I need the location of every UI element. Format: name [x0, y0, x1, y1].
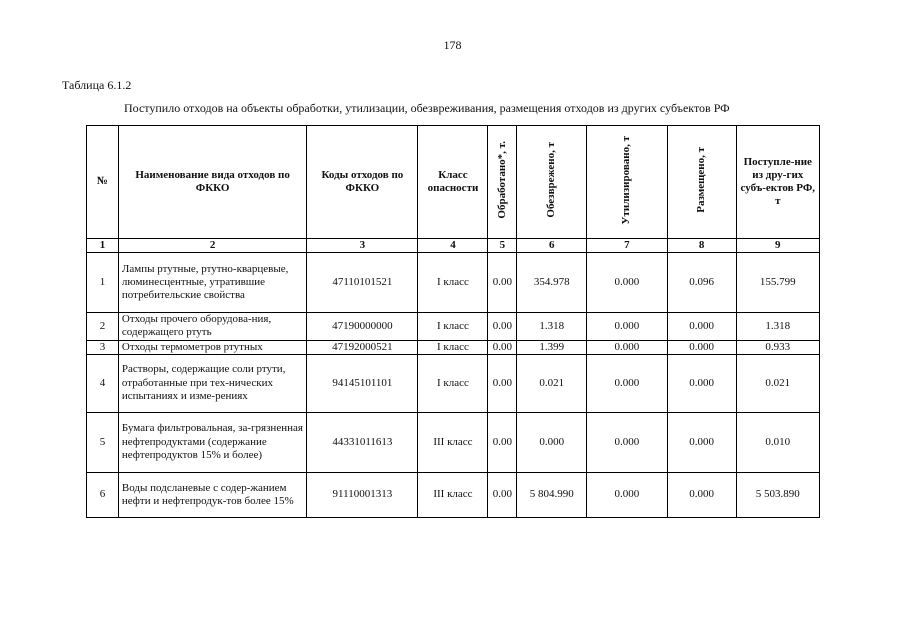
cell-name: Воды подсланевые с содер-жанием нефти и нефтепродук-тов более 15% — [118, 472, 306, 517]
cell-code: 44331011613 — [307, 412, 418, 472]
column-number-row — [87, 239, 820, 253]
cell-placed: 0.000 — [667, 340, 736, 354]
cell-utilized: 0.000 — [587, 253, 667, 313]
table-label: Таблица 6.1.2 — [62, 78, 132, 92]
cell-received: 5 503.890 — [736, 472, 819, 517]
cell-processed: 0.00 — [488, 354, 517, 412]
cell-name: Растворы, содержащие соли ртути, отработанные при тех-нических испытаниях и изме-рениях — [118, 354, 306, 412]
cell-utilized: 0.000 — [587, 313, 667, 340]
header-class: Класс опасности — [418, 126, 488, 239]
cell-neutralized: 354.978 — [517, 253, 587, 313]
cell-placed: 0.000 — [667, 354, 736, 412]
header-num: № — [87, 126, 119, 239]
cell-processed: 0.00 — [488, 340, 517, 354]
header-placed-label: Размещено, т — [694, 147, 707, 213]
cell-received: 0.021 — [736, 354, 819, 412]
cell-class: III класс — [418, 412, 488, 472]
cell-placed: 0.000 — [667, 412, 736, 472]
column-number: 2 — [118, 239, 306, 253]
column-number: 6 — [517, 239, 587, 253]
cell-received: 155.799 — [736, 253, 819, 313]
cell-class: I класс — [418, 313, 488, 340]
cell-name: Отходы прочего оборудова-ния, содержащего ртуть — [118, 313, 306, 340]
column-number: 5 — [488, 239, 517, 253]
cell-neutralized: 5 804.990 — [517, 472, 587, 517]
cell-placed: 0.096 — [667, 253, 736, 313]
cell-received: 1.318 — [736, 313, 819, 340]
cell-neutralized: 0.021 — [517, 354, 587, 412]
table-row — [87, 354, 820, 412]
table-caption: Поступило отходов на объекты обработки, утилизации, обезвреживания, размещения отходов из других субъектов РФ — [124, 101, 730, 115]
cell-received: 0.933 — [736, 340, 819, 354]
column-number: 9 — [736, 239, 819, 253]
cell-processed: 0.00 — [488, 313, 517, 340]
cell-utilized: 0.000 — [587, 354, 667, 412]
cell-neutralized: 0.000 — [517, 412, 587, 472]
header-row — [87, 126, 820, 239]
column-number: 3 — [307, 239, 418, 253]
cell-processed: 0.00 — [488, 253, 517, 313]
cell-num: 2 — [87, 313, 119, 340]
cell-code: 47190000000 — [307, 313, 418, 340]
cell-processed: 0.00 — [488, 412, 517, 472]
cell-placed: 0.000 — [667, 472, 736, 517]
cell-received: 0.010 — [736, 412, 819, 472]
page-number: 178 — [443, 38, 462, 52]
cell-class: I класс — [418, 340, 488, 354]
header-name: Наименование вида отходов по ФККО — [118, 126, 306, 239]
cell-neutralized: 1.318 — [517, 313, 587, 340]
header-processed — [488, 126, 517, 239]
header-code: Коды отходов по ФККО — [307, 126, 418, 239]
cell-code: 47192000521 — [307, 340, 418, 354]
table-row — [87, 412, 820, 472]
cell-utilized: 0.000 — [587, 412, 667, 472]
header-placed — [667, 126, 736, 239]
cell-class: I класс — [418, 354, 488, 412]
cell-num: 6 — [87, 472, 119, 517]
cell-utilized: 0.000 — [587, 340, 667, 354]
cell-num: 4 — [87, 354, 119, 412]
cell-processed: 0.00 — [488, 472, 517, 517]
column-number: 4 — [418, 239, 488, 253]
column-number: 7 — [587, 239, 667, 253]
cell-utilized: 0.000 — [587, 472, 667, 517]
header-utilized-label: Утилизировано, т — [620, 135, 633, 225]
table-row — [87, 472, 820, 517]
header-neutralized-label: Обезврежено, т — [545, 142, 558, 218]
column-number: 8 — [667, 239, 736, 253]
cell-name: Лампы ртутные, ртутно-кварцевые, люминесцентные, утратившие потребительские свойства — [118, 253, 306, 313]
header-processed-label: Обработано*, т. — [495, 141, 508, 219]
cell-num: 1 — [87, 253, 119, 313]
cell-name: Отходы термометров ртутных — [118, 340, 306, 354]
cell-code: 47110101521 — [307, 253, 418, 313]
table-row — [87, 253, 820, 313]
waste-table — [86, 125, 820, 518]
table-row — [87, 340, 820, 354]
column-number: 1 — [87, 239, 119, 253]
cell-num: 3 — [87, 340, 119, 354]
cell-num: 5 — [87, 412, 119, 472]
header-received: Поступле-ние из дру-гих субъ-ектов РФ, т — [736, 126, 819, 239]
table-row — [87, 313, 820, 340]
cell-class: I класс — [418, 253, 488, 313]
header-utilized — [587, 126, 667, 239]
cell-placed: 0.000 — [667, 313, 736, 340]
cell-neutralized: 1.399 — [517, 340, 587, 354]
cell-code: 94145101101 — [307, 354, 418, 412]
header-neutralized — [517, 126, 587, 239]
cell-name: Бумага фильтровальная, за-грязненная нефтепродуктами (содержание нефтепродуктов 15% и более) — [118, 412, 306, 472]
cell-code: 91110001313 — [307, 472, 418, 517]
cell-class: III класс — [418, 472, 488, 517]
